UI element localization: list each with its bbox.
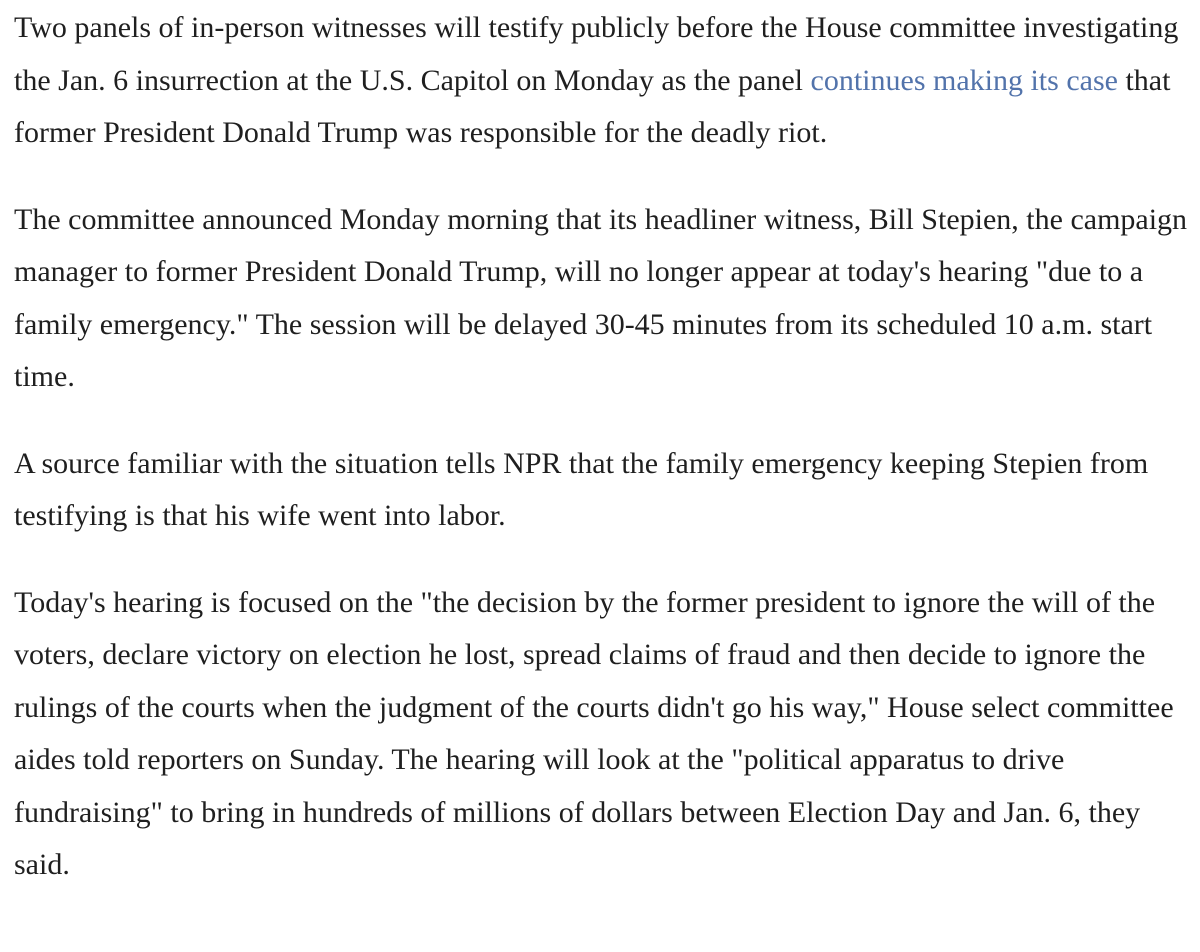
paragraph-3: A source familiar with the situation tells NPR that the family emergency keeping Stepien from testifying is that his wife went into labor. bbox=[14, 446, 1149, 532]
continues-making-its-case-link[interactable]: continues making its case bbox=[810, 63, 1118, 97]
paragraph-1 bbox=[14, 2, 1190, 160]
paragraph-2: The committee announced Monday morning that its headliner witness, Bill Stepien, the campaign manager to former President Donald Trump, will no longer appear at today's hearing "due to a family emergency." The session will be delayed 30-45 minutes from its scheduled 10 a.m. start time. bbox=[14, 202, 1188, 393]
paragraph-1-tail: that former President Donald Trump was responsible for the deadly riot. bbox=[14, 63, 1171, 149]
paragraph-1-lead: Two panels of in-person witnesses will testify publicly before the House committee investigating the Jan. 6 insurrection at the U.S. Capitol on Monday as the panel bbox=[14, 11, 1179, 97]
paragraph-4: Today's hearing is focused on the "the decision by the former president to ignore the will of the voters, declare victory on election he lost, spread claims of fraud and then decide to ignore the rulings of the courts when the judgment of the courts didn't go his way," House select committee aides told reporters on Sunday. The hearing will look at the "political apparatus to drive fundraising" to bring in hundreds of millions of dollars between Election Day and Jan. 6, they said. bbox=[14, 585, 1174, 881]
